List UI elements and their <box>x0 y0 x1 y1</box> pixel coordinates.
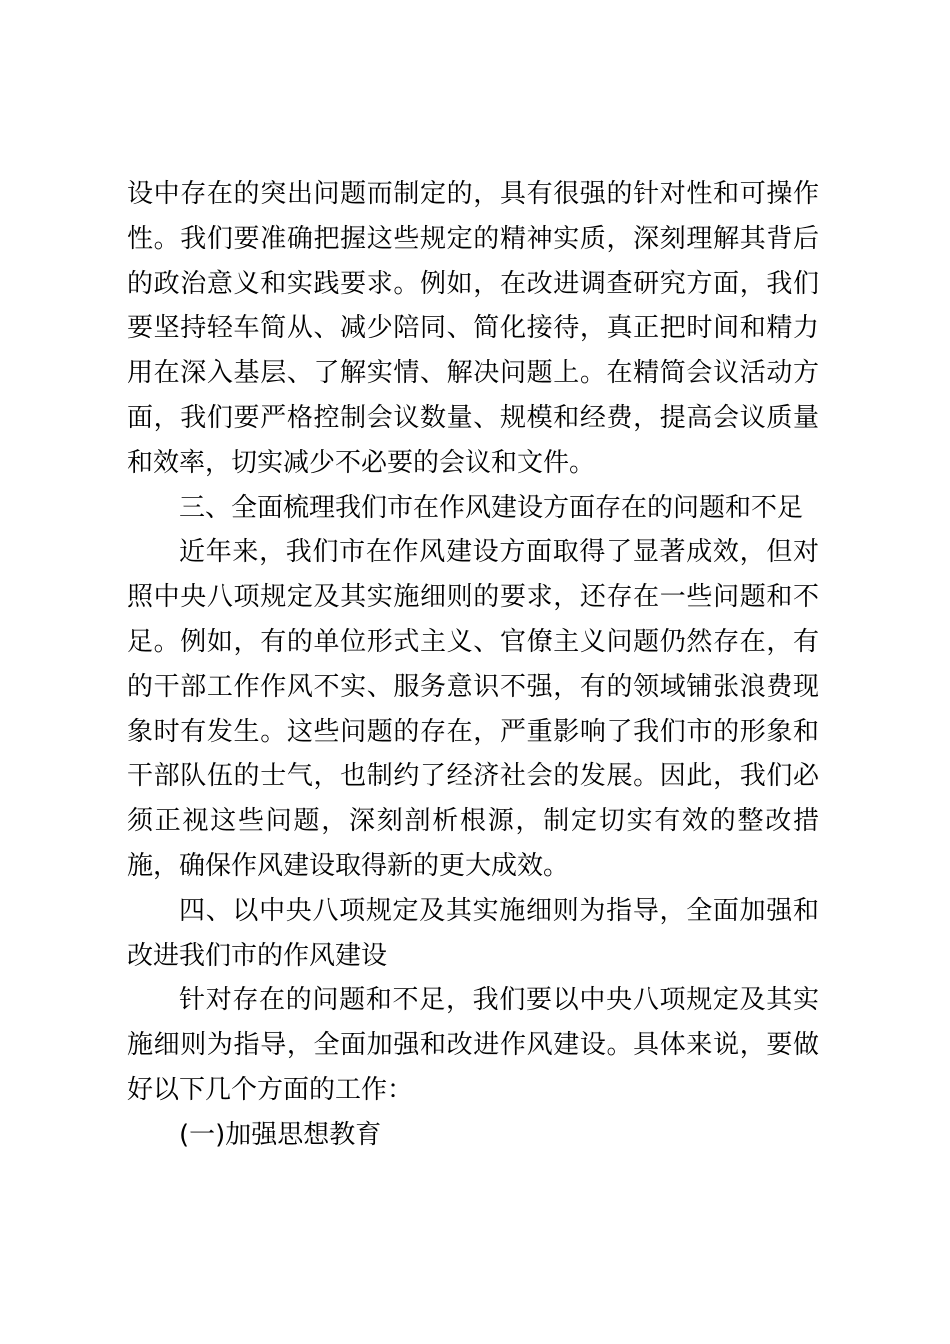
document-body <box>127 172 819 1158</box>
section-heading-three: 三、全面梳理我们市在作风建设方面存在的问题和不足 <box>179 492 804 523</box>
paragraph-problems: 近年来，我们市在作风建设方面取得了显著成效，但对照中央八项规定及其实施细则的要求，还存在一些问题和不足。例如，有的单位形式主义、官僚主义问题仍然存在，有的干部工作作风不实、服务意识不强，有的领域铺张浪费现象时有发生。这些问题的存在，严重影响了我们市的形象和干部队伍的士气，也制约了经济社会的发展。因此，我们必须正视这些问题，深刻剖析根源，制定切实有效的整改措施，确保作风建设取得新的更大成效。 <box>127 537 819 881</box>
section-heading-four: 四、以中央八项规定及其实施细则为指导，全面加强和改进我们市的作风建设 <box>127 895 819 971</box>
paragraph-continuation: 设中存在的突出问题而制定的，具有很强的针对性和可操作性。我们要准确把握这些规定的精神实质，深刻理解其背后的政治意义和实践要求。例如，在改进调查研究方面，我们要坚持轻车简从、减少陪同、简化接待，真正把时间和精力用在深入基层、了解实情、解决问题上。在精简会议活动方面，我们要严格控制会议数量、规模和经费，提高会议质量和效率，切实减少不必要的会议和文件。 <box>127 179 819 478</box>
subsection-heading-one: (一)加强思想教育 <box>179 1119 382 1150</box>
paragraph-measures: 针对存在的问题和不足，我们要以中央八项规定及其实施细则为指导，全面加强和改进作风建设。具体来说，要做好以下几个方面的工作： <box>127 985 819 1105</box>
